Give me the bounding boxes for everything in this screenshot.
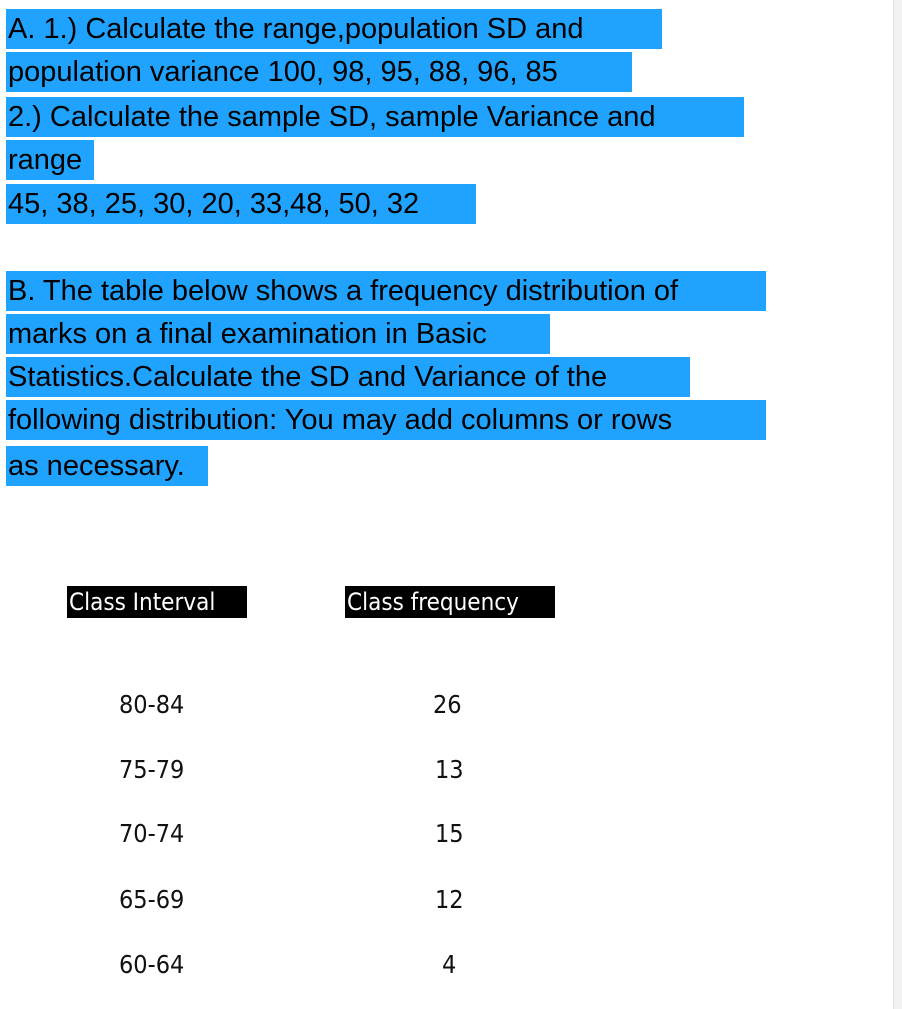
interval-cell: 80-84 — [119, 690, 185, 719]
section-b-line-1: B. The table below shows a frequency distribution of — [6, 271, 766, 311]
section-a-line-3: 2.) Calculate the sample SD, sample Variance and — [6, 97, 744, 137]
interval-cell: 75-79 — [119, 755, 185, 784]
frequency-cell: 12 — [435, 885, 464, 914]
section-a-line-5: 45, 38, 25, 30, 20, 33,48, 50, 32 — [6, 184, 476, 224]
interval-cell: 65-69 — [119, 885, 185, 914]
frequency-cell: 4 — [442, 950, 457, 979]
section-a-line-1: A. 1.) Calculate the range,population SD and — [6, 9, 662, 49]
frequency-cell: 13 — [435, 755, 464, 784]
interval-cell: 70-74 — [119, 819, 185, 848]
section-a-line-4: range — [6, 140, 94, 180]
frequency-cell: 15 — [435, 819, 464, 848]
header-class-interval: Class Interval — [67, 586, 247, 618]
section-b-line-3: Statistics.Calculate the SD and Variance of the — [6, 357, 690, 397]
section-b-line-4: following distribution: You may add columns or rows — [6, 400, 766, 440]
page-edge — [893, 0, 902, 1009]
frequency-cell: 26 — [433, 690, 462, 719]
section-b-line-5: as necessary. — [6, 446, 208, 486]
section-b-line-2: marks on a final examination in Basic — [6, 314, 550, 354]
header-class-frequency: Class frequency — [345, 586, 555, 618]
interval-cell: 60-64 — [119, 950, 185, 979]
section-a-line-2: population variance 100, 98, 95, 88, 96, 85 — [6, 52, 632, 92]
